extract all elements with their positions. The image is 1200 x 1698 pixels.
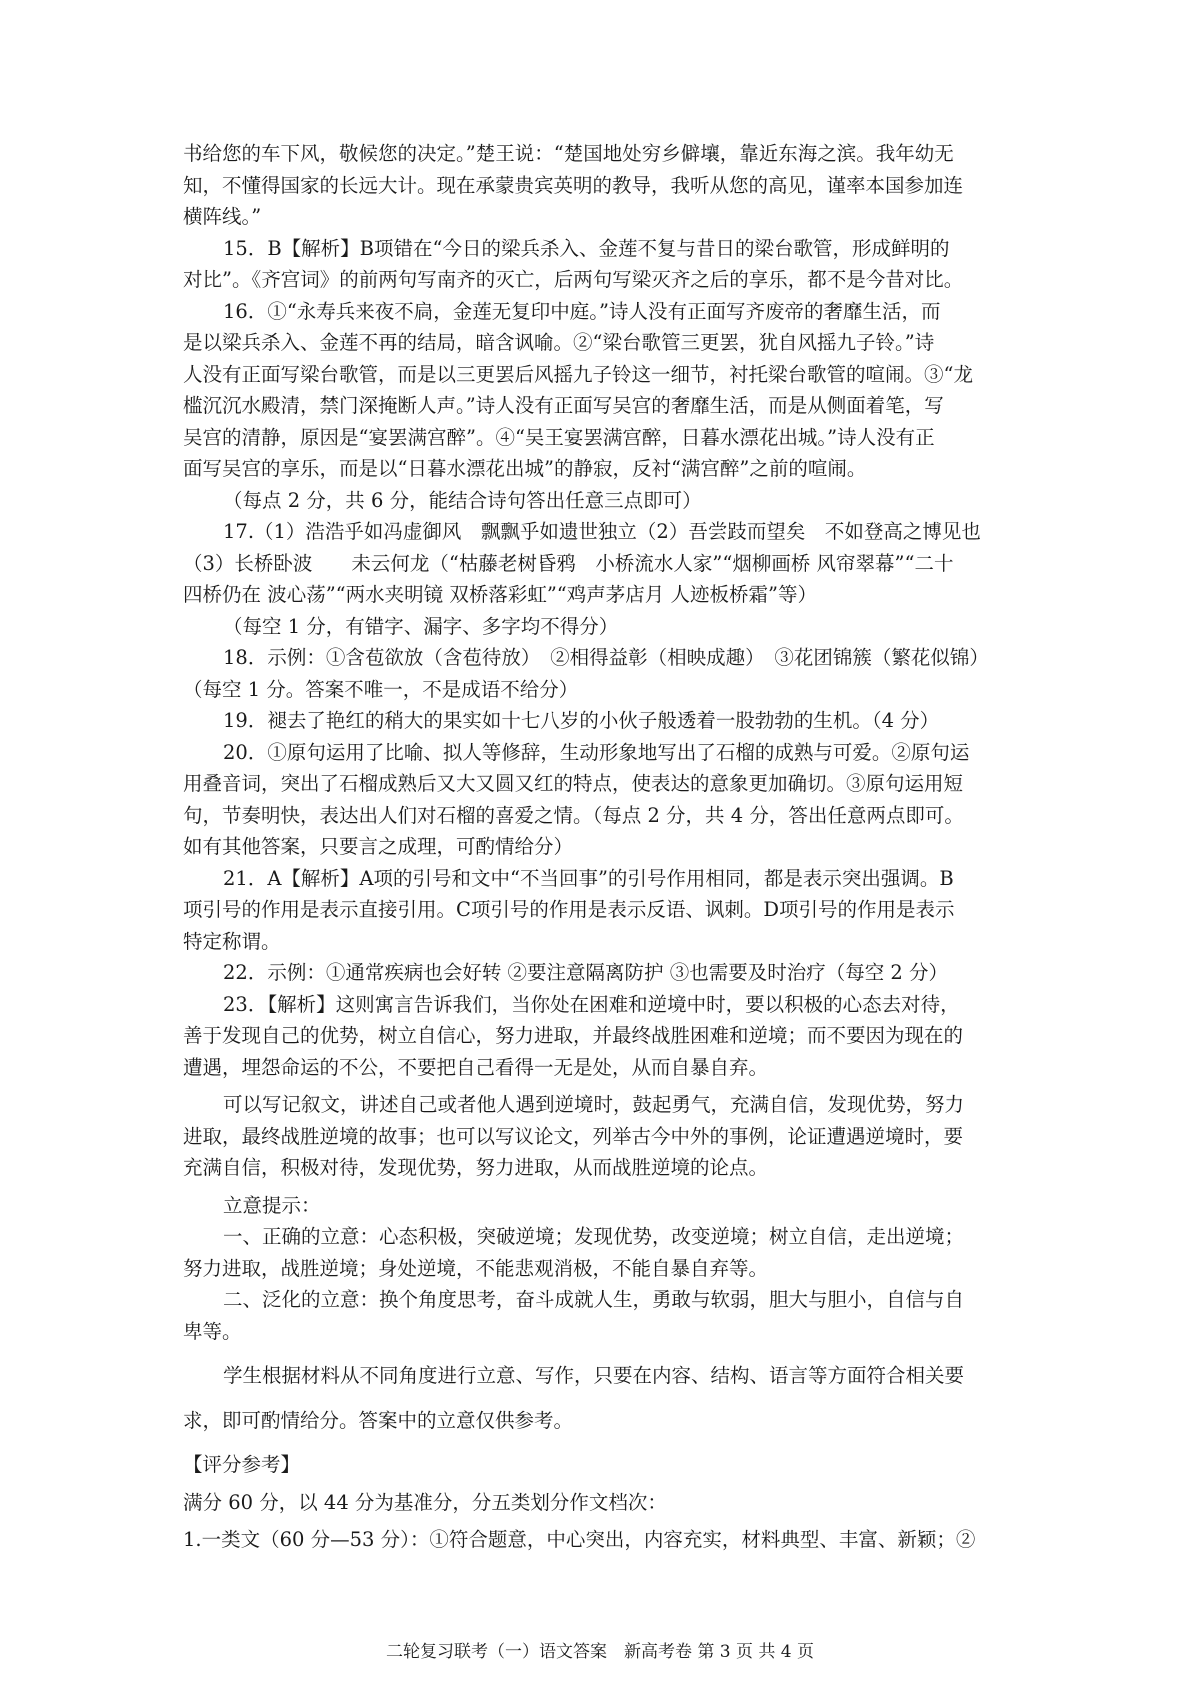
text-line: 知，不懂得国家的长远大计。现在承蒙贵宾英明的教导，我听从您的高见，谨率本国参加连: [183, 173, 964, 197]
text-line: 1.一类文（60 分—53 分）：①符合题意，中心突出，内容充实，材料典型、丰富、新颖；②: [183, 1528, 976, 1551]
text-line: 17.（1）浩浩乎如冯虚御风 飘飘乎如遗世独立（2）吾尝跂而望矣 不如登高之博见也: [223, 520, 981, 543]
text-line: 如有其他答案，只要言之成理，可酌情给分）: [183, 835, 574, 858]
text-line: 21．A【解析】A项的引号和文中“不当回事”的引号作用相同，都是表示突出强调。B: [223, 866, 954, 890]
text-line: 槛沉沉水殿清，禁门深掩断人声。”诗人没有正面写吴宫的奢靡生活，而是从侧面着笔，写: [183, 394, 944, 417]
text-line: 是以梁兵杀入、金莲不再的结局，暗含讽喻。②“梁台歌管三更罢，犹自风摇九子铃。”诗: [183, 331, 935, 354]
text-line: 遭遇，埋怨命运的不公，不要把自己看得一无是处，从而自暴自弃。: [183, 1055, 769, 1079]
answer-key-body: [183, 138, 1028, 1556]
text-line: 对比”。《齐宫词》的前两句写南齐的灭亡，后两句写梁灭齐之后的享乐，都不是今昔对比。: [183, 268, 964, 291]
text-line: （3）长桥卧波 未云何龙（“枯藤老树昏鸦 小桥流水人家”“烟柳画桥 风帘翠幕”“二十: [183, 551, 954, 575]
text-line: （每空 1 分，有错字、漏字、多字均不得分）: [223, 614, 619, 638]
text-line: 用叠音词，突出了石榴成熟后又大又圆又红的特点，使表达的意象更加确切。③原句运用短: [183, 772, 964, 795]
text-line: 人没有正面写梁台歌管，而是以三更罢后风摇九子铃这一细节，衬托梁台歌管的喧闹。③“龙: [183, 362, 973, 386]
text-line: 句，节奏明快，表达出人们对石榴的喜爱之情。（每点 2 分，共 4 分，答出任意两点即可。: [183, 803, 964, 827]
text-line: 项引号的作用是表示直接引用。C项引号的作用是表示反语、讽刺。D项引号的作用是表示: [183, 898, 955, 921]
text-line: 【评分参考】: [183, 1453, 301, 1476]
text-line: 学生根据材料从不同角度进行立意、写作，只要在内容、结构、语言等方面符合相关要: [223, 1364, 965, 1387]
text-line: 善于发现自己的优势，树立自信心，努力进取，并最终战胜困难和逆境；而不要因为现在的: [183, 1024, 964, 1047]
text-line: 20．①原句运用了比喻、拟人等修辞，生动形象地写出了石榴的成熟与可爱。②原句运: [223, 740, 970, 764]
text-line: 特定称谓。: [183, 929, 281, 953]
text-line: 求，即可酌情给分。答案中的立意仅供参考。: [183, 1408, 574, 1432]
text-line: 吴宫的清静，原因是“宴罢满宫醉”。④“吴王宴罢满宫醉，日暮水漂花出城。”诗人没有正: [183, 425, 935, 449]
text-line: 15．B【解析】B项错在“今日的梁兵杀入、金莲不复与昔日的梁台歌管，形成鲜明的: [223, 236, 950, 260]
text-line: 充满自信，积极对待，发现优势，努力进取，从而战胜逆境的论点。: [183, 1156, 769, 1179]
text-line: 22．示例：①通常疾病也会好转 ②要注意隔离防护 ③也需要及时治疗（每空 2 分）: [223, 961, 949, 984]
text-line: 16．①“永寿兵来夜不扃，金莲无复印中庭。”诗人没有正面写齐废帝的奢靡生活，而: [223, 299, 941, 323]
text-line: 19．褪去了艳红的稍大的果实如十七八岁的小伙子般透着一股勃勃的生机。（4 分）: [223, 709, 940, 732]
text-line: 书给您的车下风，敬候您的决定。”楚王说：“楚国地处穷乡僻壤，靠近东海之滨。我年幼无: [183, 142, 954, 165]
text-line: （每点 2 分，共 6 分，能结合诗句答出任意三点即可）: [223, 488, 702, 512]
page-footer: 二轮复习联考（一）语文答案 新高考卷 第 3 页 共 4 页: [385, 1642, 815, 1662]
text-line: 立意提示：: [223, 1193, 321, 1217]
text-line: 可以写记叙文，讲述自己或者他人遇到逆境时，鼓起勇气，充满自信，发现优势，努力: [223, 1093, 965, 1116]
text-line: 面写吴宫的享乐，而是以“日暮水漂花出城”的静寂，反衬“满宫醉”之前的喧闹。: [183, 457, 867, 480]
text-line: 横阵线。”: [183, 205, 262, 228]
text-line: 满分 60 分，以 44 分为基准分，分五类划分作文档次：: [183, 1490, 667, 1514]
text-line: 二、泛化的立意：换个角度思考，奋斗成就人生，勇敢与软弱，胆大与胆小，自信与自: [223, 1288, 965, 1311]
text-line: 进取，最终战胜逆境的故事；也可以写议论文，列举古今中外的事例，论证遭遇逆境时，要: [183, 1124, 964, 1148]
text-line: 努力进取，战胜逆境；身处逆境，不能悲观消极，不能自暴自弃等。: [183, 1256, 769, 1280]
text-line: 一、正确的立意：心态积极，突破逆境；发现优势，改变逆境；树立自信，走出逆境；: [223, 1225, 965, 1248]
text-line: （每空 1 分。答案不唯一，不是成语不给分）: [183, 677, 579, 701]
text-line: 卑等。: [183, 1319, 242, 1343]
text-line: 18．示例：①含苞欲放（含苞待放） ②相得益彰（相映成趣） ③花团锦簇（繁花似锦）: [223, 646, 989, 669]
text-line: 四桥仍在 波心荡”“两水夹明镜 双桥落彩虹”“鸡声茅店月 人迹板桥霜”等）: [183, 583, 817, 606]
text-line: 23．【解析】这则寓言告诉我们，当你处在困难和逆境中时，要以积极的心态去对待，: [223, 992, 960, 1016]
